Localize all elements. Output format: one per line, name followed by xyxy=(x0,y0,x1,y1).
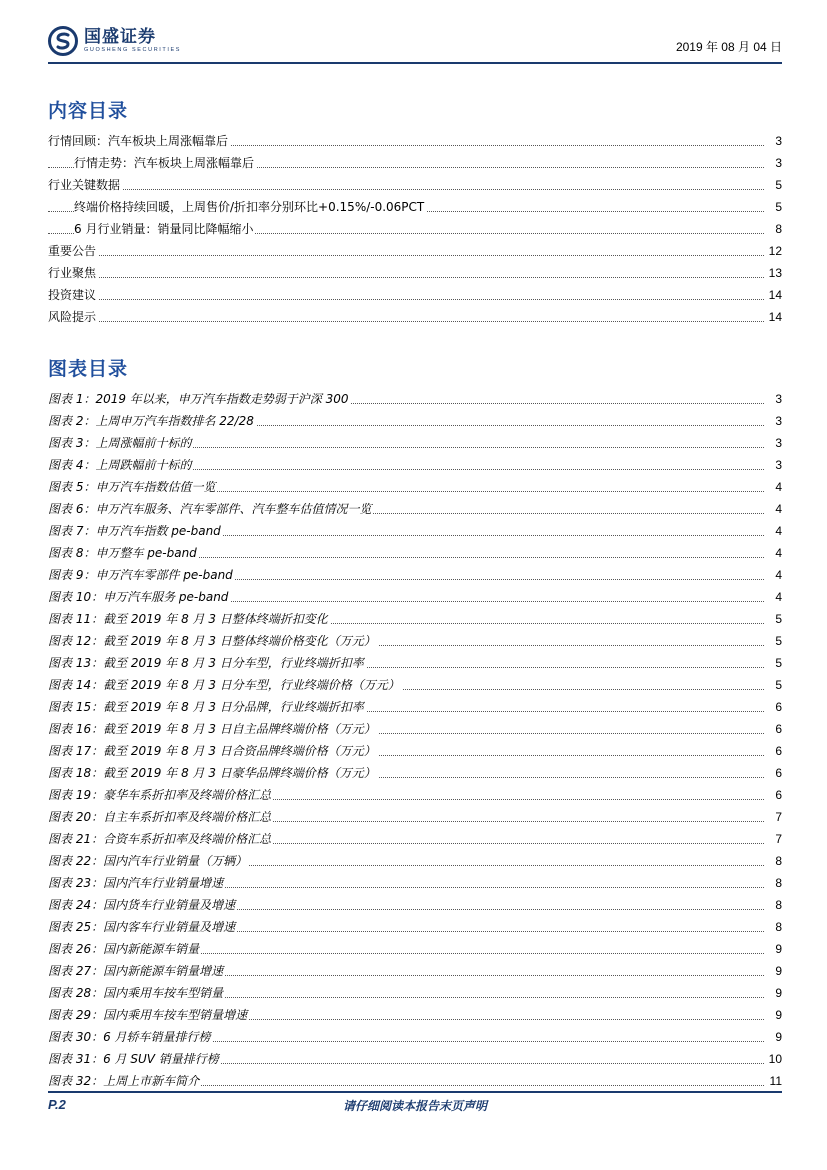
toc-entry[interactable] xyxy=(48,828,782,850)
toc-entry[interactable] xyxy=(48,696,782,718)
toc-entry-page: 14 xyxy=(767,306,782,328)
toc-entry-title: 图表 17：截至 2019 年 8 月 3 日合资品牌终端价格（万元） xyxy=(48,740,378,762)
toc-entry-page: 10 xyxy=(767,1048,782,1070)
toc-entry[interactable] xyxy=(48,218,782,240)
toc-entry-page: 7 xyxy=(773,806,782,828)
toc-entry-page: 12 xyxy=(767,240,782,262)
toc-entry[interactable] xyxy=(48,564,782,586)
logo-name-cn: 国盛证券 xyxy=(84,27,156,47)
toc-entry-title: 图表 18：截至 2019 年 8 月 3 日豪华品牌终端价格（万元） xyxy=(48,762,378,784)
toc-entry-page: 5 xyxy=(773,674,782,696)
toc-entry-title: 图表 8：申万整车 pe-band xyxy=(48,542,199,564)
toc-entry-title: 图表 1：2019 年以来，申万汽车指数走势弱于沪深 300 xyxy=(48,388,351,410)
page-number: P.2 xyxy=(48,1097,66,1112)
toc-entry-page: 4 xyxy=(773,564,782,586)
figures-list xyxy=(48,388,782,1092)
toc-entry-title: 图表 20：自主车系折扣率及终端价格汇总 xyxy=(48,806,273,828)
toc-entry-page: 6 xyxy=(773,696,782,718)
toc-entry-page: 3 xyxy=(773,388,782,410)
toc-entry[interactable] xyxy=(48,240,782,262)
toc-entry-title: 图表 32：上周上市新车简介 xyxy=(48,1070,201,1092)
toc-entry-page: 9 xyxy=(773,982,782,1004)
toc-entry[interactable] xyxy=(48,1004,782,1026)
toc-entry-title: 图表 23：国内汽车行业销量增速 xyxy=(48,872,225,894)
logo-name-en: GUOSHENG SECURITIES xyxy=(84,47,182,53)
toc-entry[interactable] xyxy=(48,388,782,410)
toc-entry-title: 图表 30：6 月轿车销量排行榜 xyxy=(48,1026,213,1048)
toc-entry-page: 9 xyxy=(773,960,782,982)
toc-entry-title: 图表 4：上周跌幅前十标的 xyxy=(48,454,193,476)
toc-entry-title: 行情回顾：汽车板块上周涨幅靠后 xyxy=(48,130,230,152)
toc-entry-page: 4 xyxy=(773,520,782,542)
toc-entry-page: 5 xyxy=(773,608,782,630)
toc-entry-page: 3 xyxy=(773,152,782,174)
toc-entry-page: 5 xyxy=(773,630,782,652)
toc-entry-page: 14 xyxy=(767,284,782,306)
toc-entry-page: 5 xyxy=(773,652,782,674)
toc-entry[interactable] xyxy=(48,1048,782,1070)
toc-entry-title: 图表 12：截至 2019 年 8 月 3 日整体终端价格变化（万元） xyxy=(48,630,378,652)
company-logo-icon xyxy=(48,26,78,56)
toc-entry-page: 8 xyxy=(773,916,782,938)
toc-entry[interactable] xyxy=(48,498,782,520)
toc-entry[interactable] xyxy=(48,284,782,306)
dot-leader xyxy=(48,277,764,278)
toc-entry-title: 行情走势：汽车板块上周涨幅靠后 xyxy=(74,152,256,174)
page-footer xyxy=(48,1091,782,1123)
dot-leader xyxy=(48,299,764,300)
toc-entry-page: 5 xyxy=(773,196,782,218)
dot-leader xyxy=(48,255,764,256)
toc-entry[interactable] xyxy=(48,894,782,916)
toc-entry[interactable] xyxy=(48,850,782,872)
toc-entry-title: 图表 6：申万汽车服务、汽车零部件、汽车整车估值情况一览 xyxy=(48,498,373,520)
toc-entry-title: 图表 25：国内客车行业销量及增速 xyxy=(48,916,237,938)
toc-entry[interactable] xyxy=(48,872,782,894)
toc-entry-title: 图表 14：截至 2019 年 8 月 3 日分车型，行业终端价格（万元） xyxy=(48,674,402,696)
toc-entry-page: 8 xyxy=(773,872,782,894)
toc-entry-title: 图表 5：申万汽车指数估值一览 xyxy=(48,476,217,498)
toc-entry-page: 4 xyxy=(773,476,782,498)
toc-entry-page: 8 xyxy=(773,850,782,872)
dot-leader xyxy=(48,321,764,322)
toc-entry-page: 4 xyxy=(773,498,782,520)
toc-entry-title: 投资建议 xyxy=(48,284,98,306)
toc-entry-page: 6 xyxy=(773,784,782,806)
toc-entry[interactable] xyxy=(48,740,782,762)
toc-entry[interactable] xyxy=(48,454,782,476)
toc-entry-title: 图表 31：6 月 SUV 销量排行榜 xyxy=(48,1048,221,1070)
figures-title: 图表目录 xyxy=(48,358,129,380)
toc-entry-title: 图表 13：截至 2019 年 8 月 3 日分车型，行业终端折扣率 xyxy=(48,652,366,674)
toc-entry-title: 图表 29：国内乘用车按车型销量增速 xyxy=(48,1004,249,1026)
toc-entry[interactable] xyxy=(48,1026,782,1048)
toc-entry-title: 图表 2：上周申万汽车指数排名 22/28 xyxy=(48,410,256,432)
toc-entry[interactable] xyxy=(48,608,782,630)
toc-entry-page: 8 xyxy=(773,218,782,240)
toc-entry-page: 3 xyxy=(773,432,782,454)
toc-entry[interactable] xyxy=(48,718,782,740)
toc-entry-page: 3 xyxy=(773,130,782,152)
toc-entry[interactable] xyxy=(48,152,782,174)
toc-entry-title: 图表 22：国内汽车行业销量（万辆） xyxy=(48,850,249,872)
company-logo xyxy=(48,26,181,56)
toc-entry[interactable] xyxy=(48,806,782,828)
toc-entry[interactable] xyxy=(48,762,782,784)
toc-entry-title: 图表 21：合资车系折扣率及终端价格汇总 xyxy=(48,828,273,850)
report-date: 2019 年 08 月 04 日 xyxy=(675,40,782,54)
toc-entry-title: 图表 27：国内新能源车销量增速 xyxy=(48,960,225,982)
toc-entry-title: 图表 11：截至 2019 年 8 月 3 日整体终端折扣变化 xyxy=(48,608,330,630)
toc-entry-title: 图表 3：上周涨幅前十标的 xyxy=(48,432,193,454)
toc-entry[interactable] xyxy=(48,306,782,328)
toc-entry[interactable] xyxy=(48,410,782,432)
toc-entry-title: 图表 16：截至 2019 年 8 月 3 日自主品牌终端价格（万元） xyxy=(48,718,378,740)
toc-entry[interactable] xyxy=(48,960,782,982)
toc-entry[interactable] xyxy=(48,652,782,674)
toc-entry[interactable] xyxy=(48,476,782,498)
toc-entry-page: 6 xyxy=(773,740,782,762)
toc-entry[interactable] xyxy=(48,784,782,806)
toc-entry-page: 3 xyxy=(773,454,782,476)
toc-entry-page: 9 xyxy=(773,938,782,960)
toc-entry-title: 图表 10：申万汽车服务 pe-band xyxy=(48,586,230,608)
toc-entry-page: 13 xyxy=(767,262,782,284)
toc-entry-page: 8 xyxy=(773,894,782,916)
toc-entry[interactable] xyxy=(48,916,782,938)
toc-entry-title: 图表 9：申万汽车零部件 pe-band xyxy=(48,564,235,586)
toc-entry-title: 图表 15：截至 2019 年 8 月 3 日分品牌，行业终端折扣率 xyxy=(48,696,366,718)
contents-title: 内容目录 xyxy=(48,100,129,122)
toc-entry[interactable] xyxy=(48,130,782,152)
toc-entry[interactable] xyxy=(48,432,782,454)
toc-entry-title: 行业关键数据 xyxy=(48,174,122,196)
toc-entry-title: 图表 7：申万汽车指数 pe-band xyxy=(48,520,223,542)
toc-entry-title: 6 月行业销量：销量同比降幅缩小 xyxy=(74,218,255,240)
toc-entry[interactable] xyxy=(48,630,782,652)
toc-entry-page: 5 xyxy=(773,174,782,196)
toc-entry[interactable] xyxy=(48,586,782,608)
toc-entry-title: 风险提示 xyxy=(48,306,98,328)
toc-entry[interactable] xyxy=(48,938,782,960)
toc-entry-title: 图表 24：国内货车行业销量及增速 xyxy=(48,894,237,916)
toc-entry[interactable] xyxy=(48,982,782,1004)
toc-entry-page: 6 xyxy=(773,762,782,784)
toc-entry-page: 3 xyxy=(773,410,782,432)
toc-entry[interactable] xyxy=(48,520,782,542)
toc-entry[interactable] xyxy=(48,174,782,196)
toc-entry-title: 重要公告 xyxy=(48,240,98,262)
footer-disclaimer: 请仔细阅读本报告末页声明 xyxy=(342,1099,487,1113)
contents-list xyxy=(48,130,782,328)
toc-entry-page: 4 xyxy=(773,542,782,564)
toc-entry-title: 终端价格持续回暖，上周售价/折扣率分别环比+0.15%/-0.06PCT xyxy=(74,196,426,218)
toc-entry-page: 6 xyxy=(773,718,782,740)
toc-entry-page: 7 xyxy=(773,828,782,850)
page-header xyxy=(48,22,782,64)
toc-entry-page: 9 xyxy=(773,1026,782,1048)
toc-entry-page: 4 xyxy=(773,586,782,608)
toc-entry[interactable] xyxy=(48,1070,782,1092)
toc-entry-title: 行业聚焦 xyxy=(48,262,98,284)
toc-entry-page: 9 xyxy=(773,1004,782,1026)
toc-entry[interactable] xyxy=(48,196,782,218)
toc-entry-title: 图表 28：国内乘用车按车型销量 xyxy=(48,982,225,1004)
toc-entry[interactable] xyxy=(48,674,782,696)
toc-entry[interactable] xyxy=(48,262,782,284)
toc-entry-page: 11 xyxy=(768,1070,782,1092)
toc-entry[interactable] xyxy=(48,542,782,564)
toc-entry-title: 图表 19：豪华车系折扣率及终端价格汇总 xyxy=(48,784,273,806)
dot-leader xyxy=(48,189,764,190)
toc-entry-title: 图表 26：国内新能源车销量 xyxy=(48,938,201,960)
